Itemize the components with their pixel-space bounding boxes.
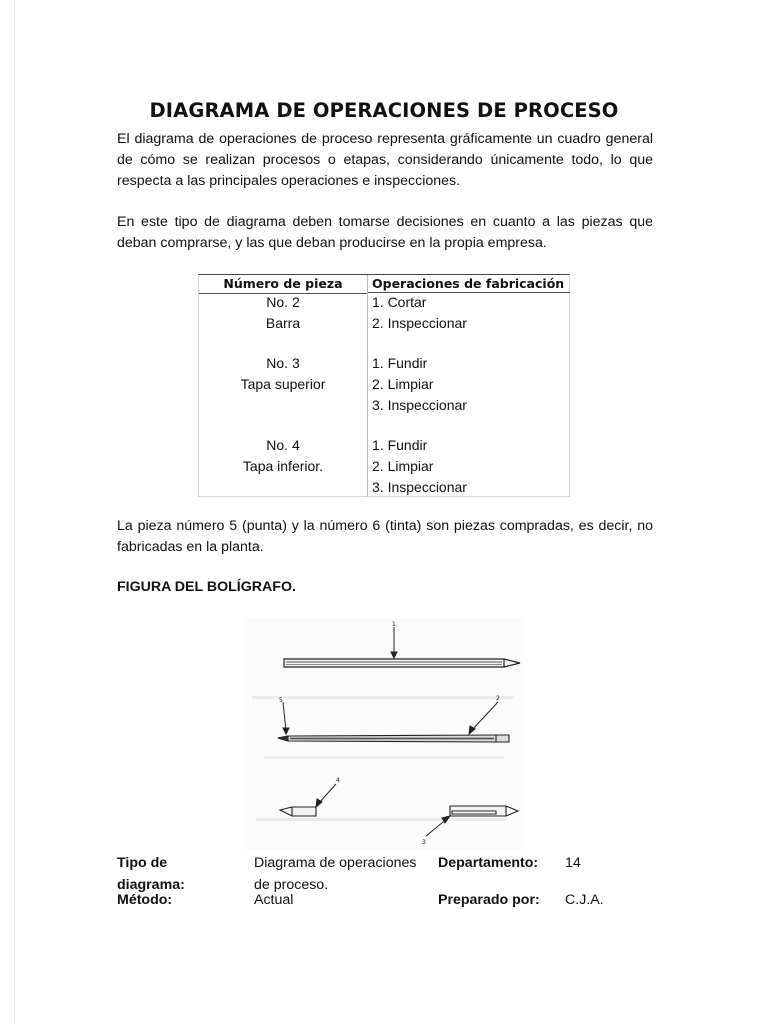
operation-item: 3. Inspeccionar — [372, 397, 467, 413]
metodo-value: Actual — [254, 892, 294, 908]
tipo-label-line2: diagrama: — [117, 877, 185, 893]
figure-heading: FIGURA DEL BOLÍGRAFO. — [117, 579, 296, 595]
preparado-value: C.J.A. — [565, 892, 604, 908]
pen-figure — [244, 618, 524, 850]
tipo-label-line1: Tipo de — [117, 855, 168, 871]
operation-item: 2. Inspeccionar — [372, 315, 467, 331]
pen-upper-cap — [450, 806, 518, 816]
callout-label-1: 1 — [392, 621, 396, 628]
piece-number: No. 3 — [266, 355, 300, 371]
piece-number: No. 2 — [266, 294, 300, 310]
piece-number: No. 4 — [266, 437, 300, 453]
tipo-label — [117, 855, 185, 894]
operation-item: 3. Inspeccionar — [372, 479, 467, 495]
operation-item: 1. Cortar — [372, 294, 427, 310]
intro-paragraph: El diagrama de operaciones de proceso representa gráficamente un cuadro general de cómo se realizan procesos o etapas, considerando únicamente todo, lo que respecta a las principales operaciones e inspecciones. — [117, 131, 653, 189]
operation-item: 2. Limpiar — [372, 376, 434, 392]
preparado-label: Preparado por: — [438, 892, 540, 908]
operation-item: 2. Limpiar — [372, 458, 434, 474]
pen-refill — [278, 735, 509, 742]
header-piece-number: Número de pieza — [199, 275, 367, 294]
pen-barrel — [284, 659, 520, 667]
callout-label-5: 5 — [279, 697, 283, 704]
callout-arrow-3 — [283, 702, 289, 734]
page-edge — [14, 0, 15, 1024]
piece-name: Tapa superior — [240, 376, 326, 392]
tipo-value-line1: Diagrama de operaciones — [254, 855, 417, 871]
decision-paragraph: En este tipo de diagrama deben tomarse decisiones en cuanto a las piezas que deban comprarse, y las que deban producirse en la propia empresa. — [117, 214, 653, 251]
callout-arrow-4 — [316, 784, 336, 807]
operation-item: 1. Fundir — [372, 437, 428, 453]
operation-item: 1. Fundir — [372, 355, 428, 371]
parts-table — [198, 274, 570, 497]
header-operations: Operaciones de fabricación — [368, 275, 570, 293]
tipo-value-line2: de proceso. — [254, 877, 329, 893]
callout-arrow-1 — [391, 627, 397, 658]
callout-arrow-2 — [469, 702, 498, 734]
callout-label-4: 4 — [336, 777, 340, 784]
callout-label-2: 2 — [496, 695, 500, 702]
piece-name: Barra — [265, 315, 301, 331]
page-title: DIAGRAMA DE OPERACIONES DE PROCESO — [149, 99, 619, 122]
piece-name: Tapa inferior. — [242, 458, 324, 474]
pen-lower-cap — [280, 807, 316, 816]
callout-label-3: 3 — [422, 839, 426, 846]
purchased-parts-paragraph: La pieza número 5 (punta) y la número 6 (tinta) son piezas compradas, es decir, no fabricadas en la planta. — [117, 518, 653, 555]
metodo-label: Método: — [117, 892, 173, 908]
tipo-value — [254, 855, 416, 894]
departamento-label: Departamento: — [438, 855, 539, 871]
departamento-value: 14 — [565, 855, 581, 871]
table-divider — [367, 275, 368, 497]
